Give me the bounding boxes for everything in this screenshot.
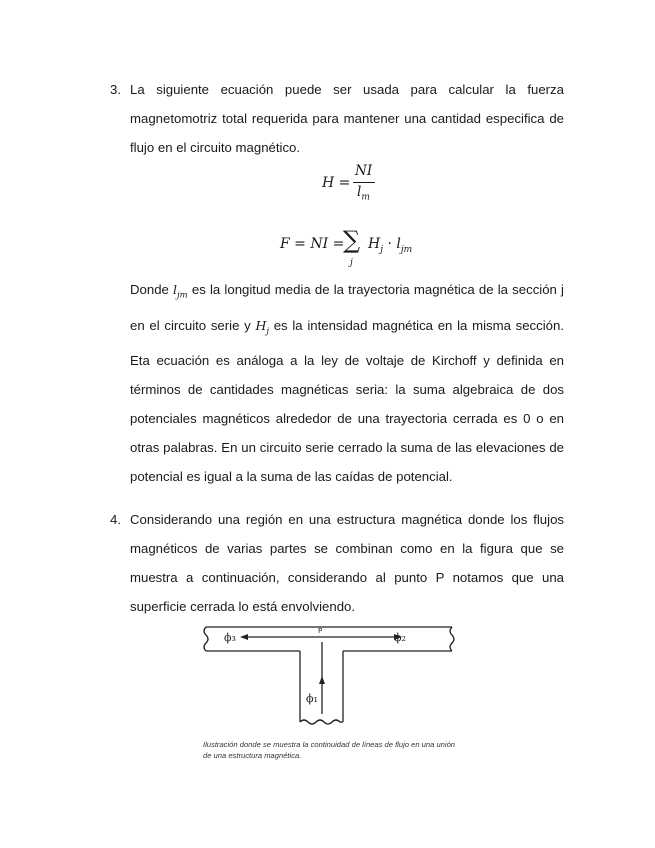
phi1-label: ϕ₁ <box>306 692 318 705</box>
bottom-break <box>300 720 343 724</box>
summation-term: $H_j \cdot l_{jm}$ <box>368 236 413 255</box>
point-p-label: P <box>318 627 323 635</box>
list-number: 4. <box>110 512 121 527</box>
symbol-ljm: $l_{jm}$ <box>173 282 188 301</box>
list-item-3 <box>110 75 564 162</box>
equation-lhs: H = <box>322 175 351 191</box>
arrow-up-head <box>319 676 325 684</box>
explanation-paragraph <box>110 275 564 491</box>
fraction-bar <box>353 182 375 183</box>
list-number: 3. <box>110 82 121 97</box>
equation-denominator: $l_m$ <box>357 184 370 203</box>
equation-numerator: NI <box>355 163 373 179</box>
paragraph-text: Considerando una región en una estructura magnética donde los flujos magnéticos de varias partes se combinan como en la figura que se muestra a continuación, considerando al punto P notamos que una superficie cerrada lo está envolviendo. <box>130 512 564 614</box>
left-break <box>204 627 208 651</box>
symbol-hj: $H_j$ <box>255 317 269 336</box>
summation-index: j <box>350 258 353 268</box>
right-break <box>450 627 454 651</box>
magnetic-junction-figure <box>200 622 458 734</box>
figure-caption: Ilustración donde se muestra la continuidad de líneas de flujo en una unión de una estructura magnética. <box>203 740 456 760</box>
paragraph-text: La siguiente ecuación puede ser usada para calcular la fuerza magnetomotriz total requerida para mantener una cantidad especifica de flujo en el circuito magnético. <box>130 82 564 155</box>
equation-f <box>280 228 440 276</box>
arrow-left-head <box>240 634 248 640</box>
summation-symbol: ∑ <box>343 226 361 254</box>
phi3-label: ϕ₃ <box>224 631 236 644</box>
phi2-label: ϕ₂ <box>394 631 406 644</box>
list-item-4 <box>110 505 564 621</box>
equation-lhs: F = NI = <box>280 236 345 252</box>
equation-h <box>318 162 378 208</box>
paragraph-text: Donde $l_{jm}$ es la longitud media de la trayectoria magnética de la sección j en el circuito serie y $H_j$ es la intensidad magnética en la misma sección. Eta ecuación es análoga a la ley de voltaje de Kirchoff y definida en términos de cantidades magnéticas seria: la suma algebraica de dos potenciales magnéticos alrededor de una trayectoria cerrada es 0 o en otras palabras. En un circuito serie cerrado la suma de las elevaciones de potencial es igual a la suma de las caídas de potencial. <box>130 282 565 484</box>
